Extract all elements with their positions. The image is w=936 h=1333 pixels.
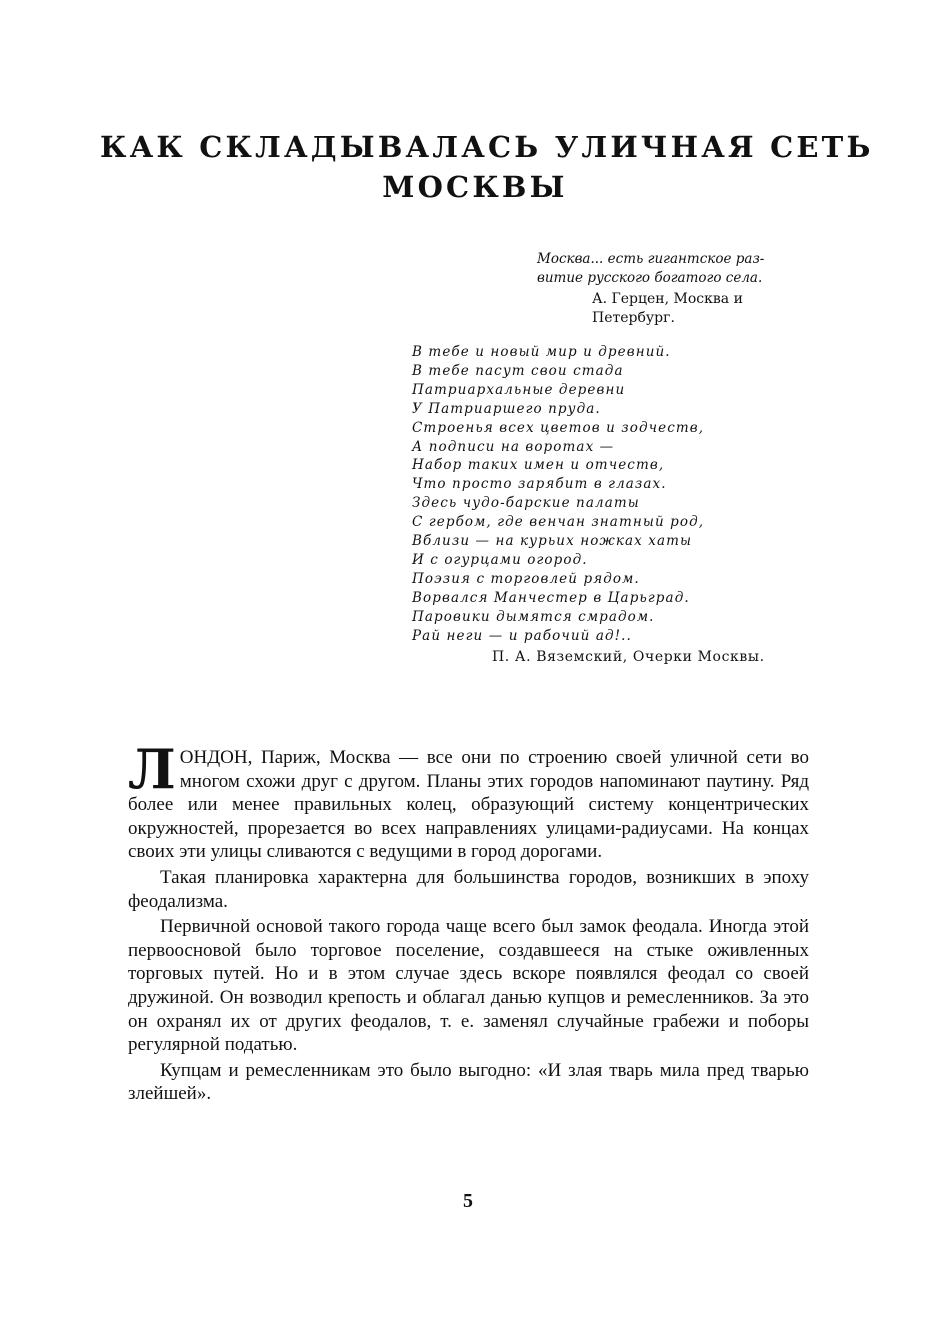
- paragraph: Купцам и ремесленникам это было выгодно: «И злая тварь мила пред тварью злейшей».: [128, 1059, 809, 1105]
- poem-line: А подписи на воротах —: [412, 438, 615, 455]
- poem-line: Набор таких имен и отчеств,: [412, 457, 665, 474]
- poem-line: В тебе и новый мир и древний.: [412, 344, 671, 360]
- poem-line: Что просто зарябит в глазах.: [412, 476, 667, 493]
- poem-line: В тебе пасут свои стада: [412, 362, 624, 379]
- poem-attribution: П. А. Вяземский, Очерки Москвы.: [492, 649, 765, 665]
- epigraph-herzen: [537, 250, 817, 328]
- page-title-line-2: МОСКВЫ: [382, 170, 568, 204]
- poem-line: Ворвался Манчестер в Царьград.: [412, 589, 690, 606]
- epigraph-quote-line: витие русского богатого села.: [537, 270, 763, 286]
- poem-line: Поэзия с торговлей рядом.: [412, 570, 640, 587]
- poem-line: Рай неги — и рабочий ад!..: [412, 627, 632, 644]
- paragraph: Такая планировка характерна для большинства городов, возникших в эпоху феодализма.: [128, 866, 809, 912]
- page-number: 5: [463, 1190, 473, 1212]
- paragraph: Первичной основой такого города чаще всего был замок феодала. Иногда этой первоосновой было торговое поселение, создавшееся на стыке оживленных торговых путей. Но и в этом случае здесь вскоре появлялся феодал со своей дружиной. Он возводил крепость и облагал данью купцов и ремесленников. За это он охранял их от других феодалов, т. е. заменял случайные грабежи и поборы регулярной податью.: [128, 916, 809, 1056]
- poem-line: И с огурцами огород.: [412, 551, 588, 568]
- poem-line: Здесь чудо-барские палаты: [412, 495, 640, 512]
- poem-line: С гербом, где венчан знатный род,: [412, 514, 705, 531]
- page-title-line-1: КАК СКЛАДЫВАЛАСЬ УЛИЧНАЯ СЕТЬ: [100, 130, 874, 164]
- epigraph-poem: [412, 343, 822, 646]
- epigraph-quote-line: Москва... есть гигантское раз-: [537, 251, 765, 267]
- epigraph-attribution: А. Герцен, Москва и: [592, 291, 743, 307]
- paragraph: [128, 737, 809, 864]
- paragraph-text: ОНДОН, Париж, Москва — все они по строению своей уличной сети во многом схожи друг с другом. Планы этих городов напоминают паутину. Ряд более или менее правильных колец, образующий систему концентрических окружностей, прорезается во всех направлениях улицами-радиусами. На концах своих эти улицы сливаются с ведущими в город дорогами.: [128, 747, 809, 863]
- poem-line: Паровики дымятся смрадом.: [412, 608, 655, 625]
- poem-line: У Патриаршего пруда.: [412, 400, 601, 417]
- poem-line: Строенья всех цветов и зодчеств,: [412, 419, 705, 436]
- epigraph-attribution: Петербург.: [592, 310, 675, 326]
- poem-line: Патриархальные деревни: [412, 381, 626, 398]
- drop-cap: Л: [128, 737, 176, 801]
- poem-line: Вблизи — на курьих ножках хаты: [412, 533, 693, 550]
- body-text: [128, 737, 809, 1108]
